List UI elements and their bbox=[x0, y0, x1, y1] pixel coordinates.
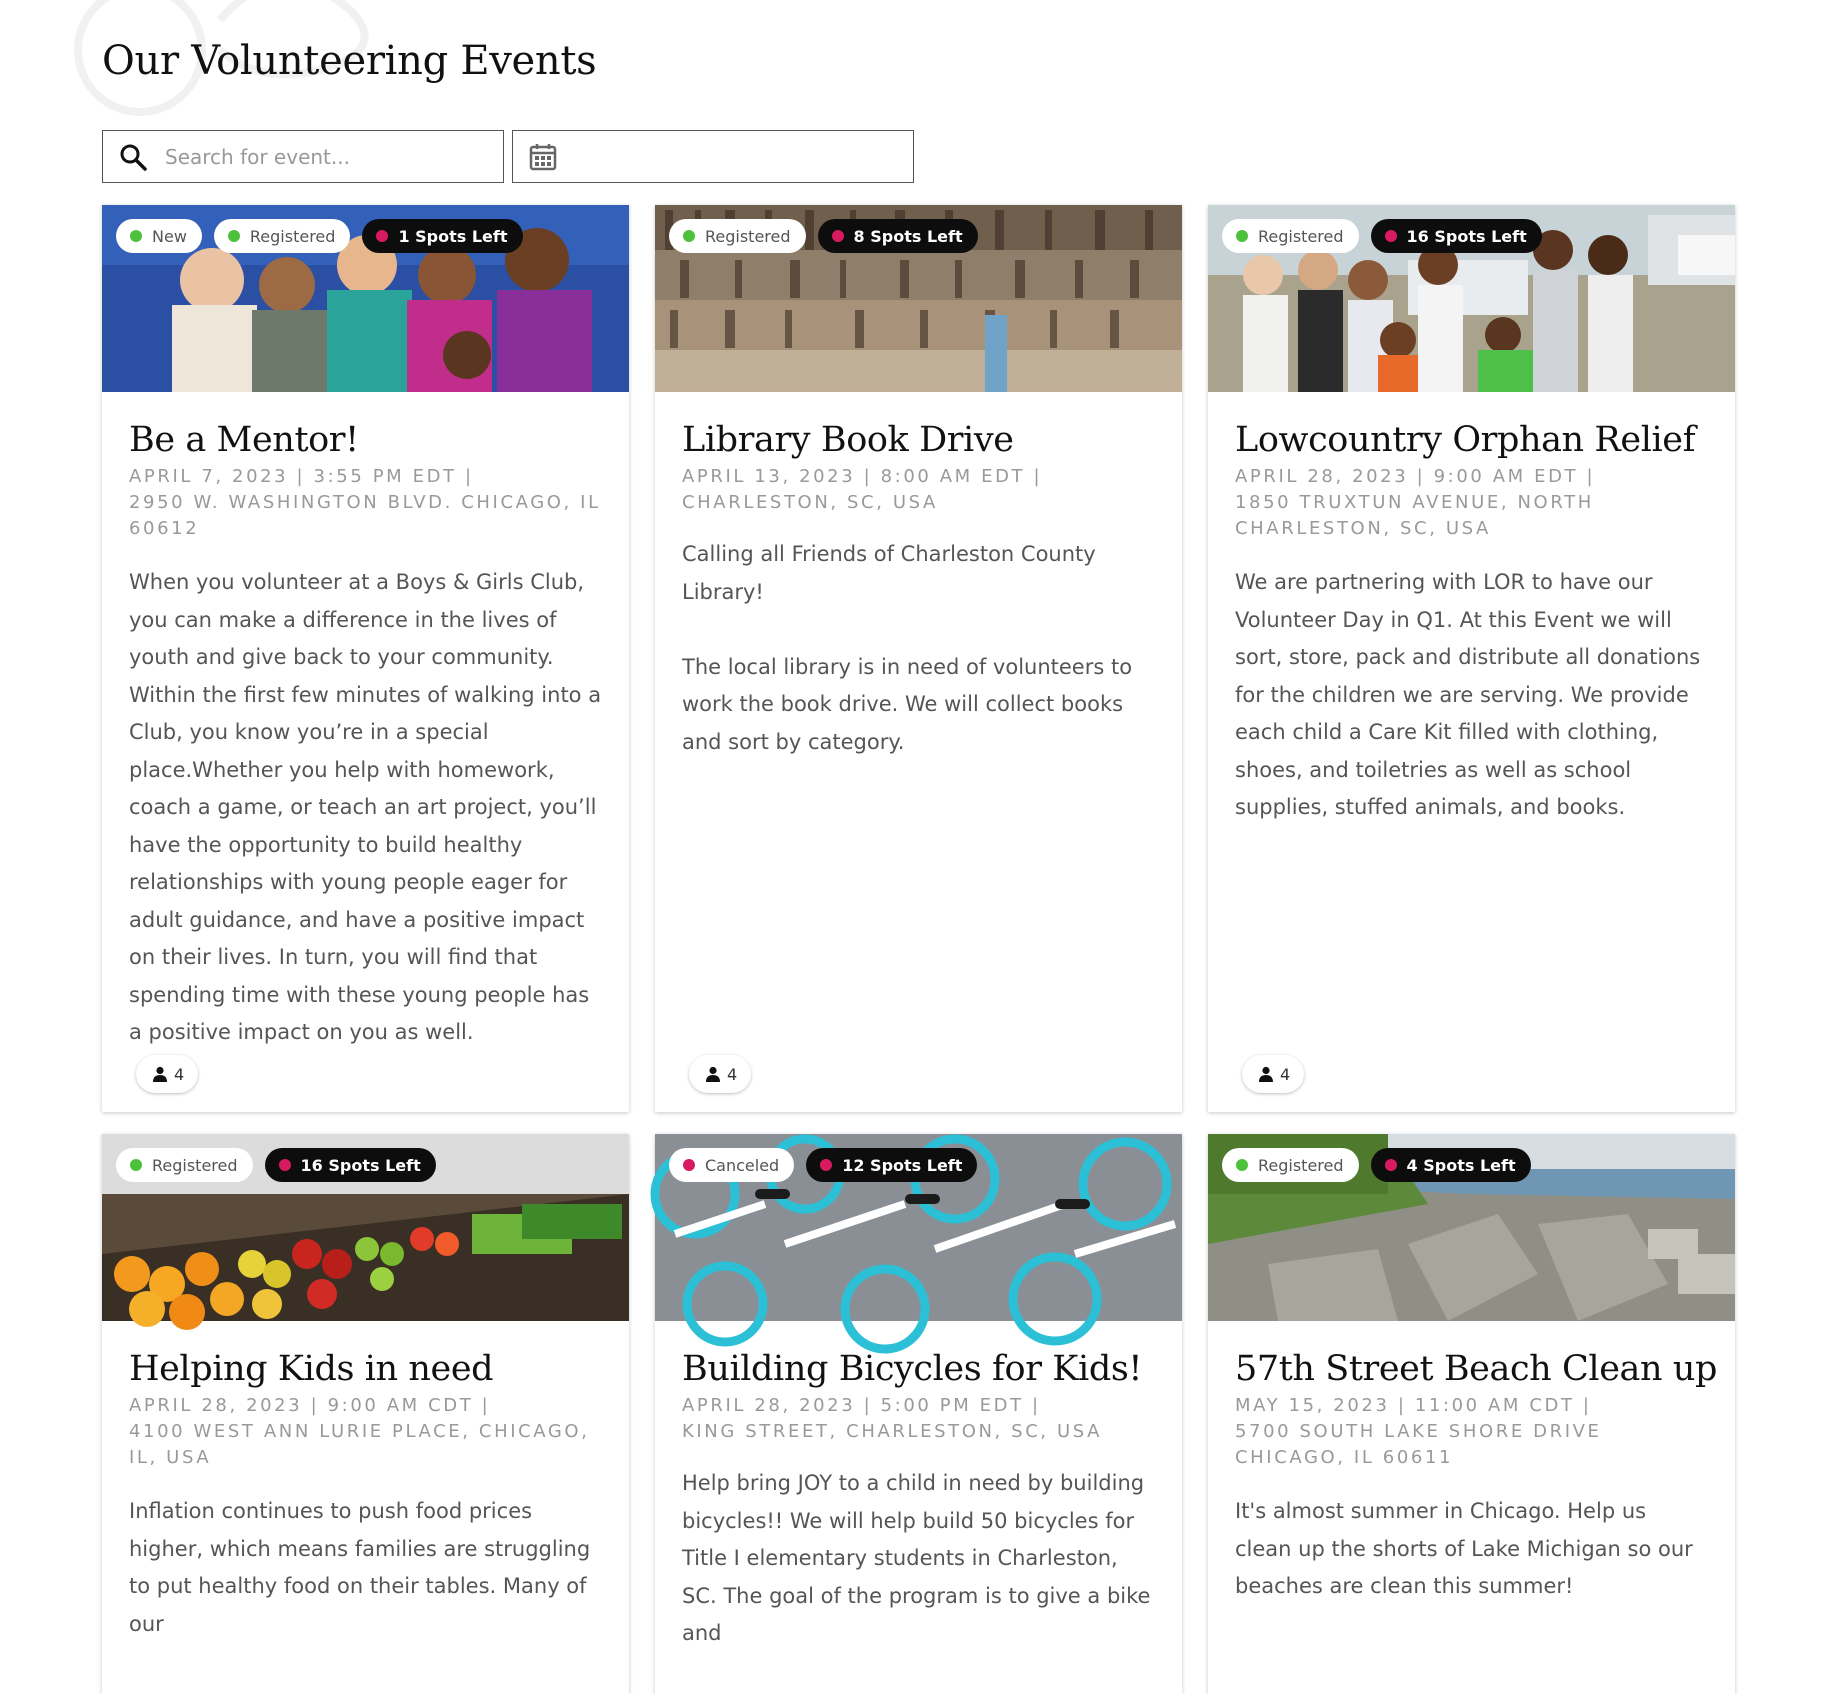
green-dot-icon bbox=[228, 230, 240, 242]
status-badge-new: New bbox=[116, 219, 202, 253]
status-badge-registered: Registered bbox=[1222, 219, 1359, 253]
badge-row bbox=[669, 1148, 977, 1182]
green-dot-icon bbox=[130, 1159, 142, 1171]
page-title: Our Volunteering Events bbox=[102, 38, 597, 84]
event-title[interactable]: Library Book Drive bbox=[682, 420, 1014, 460]
spots-left-badge: 12 Spots Left bbox=[806, 1148, 977, 1182]
badge-row bbox=[1222, 219, 1542, 253]
event-image bbox=[1208, 205, 1735, 392]
event-card-body bbox=[1208, 392, 1735, 1112]
pink-dot-icon bbox=[279, 1159, 291, 1171]
events-grid bbox=[102, 205, 1735, 1694]
green-dot-icon bbox=[683, 230, 695, 242]
event-title[interactable]: 57th Street Beach Clean up bbox=[1235, 1349, 1717, 1389]
event-card-body bbox=[1208, 1321, 1735, 1694]
event-title[interactable]: Be a Mentor! bbox=[129, 420, 359, 460]
pink-dot-icon bbox=[832, 230, 844, 242]
badge-row bbox=[116, 219, 523, 253]
event-location: KING STREET, CHARLESTON, SC, USA bbox=[682, 1421, 1103, 1442]
event-location: 1850 TRUXTUN AVENUE, NORTH CHARLESTON, SC, USA bbox=[1235, 492, 1594, 539]
event-location: 4100 WEST ANN LURIE PLACE, CHICAGO, IL, USA bbox=[129, 1421, 590, 1468]
event-card-body bbox=[655, 392, 1182, 1112]
badge-row bbox=[669, 219, 978, 253]
date-picker[interactable] bbox=[512, 130, 914, 183]
calendar-icon bbox=[529, 143, 557, 171]
event-card[interactable] bbox=[102, 205, 629, 1112]
event-title[interactable]: Building Bicycles for Kids! bbox=[682, 1349, 1143, 1389]
person-icon bbox=[705, 1066, 721, 1082]
event-image bbox=[102, 1134, 629, 1321]
status-badge-registered: Registered bbox=[214, 219, 351, 253]
event-card[interactable] bbox=[102, 1134, 629, 1694]
event-image bbox=[655, 205, 1182, 392]
spots-left-badge: 16 Spots Left bbox=[265, 1148, 436, 1182]
event-card[interactable] bbox=[655, 205, 1182, 1112]
status-badge-canceled: Canceled bbox=[669, 1148, 794, 1182]
event-card[interactable] bbox=[1208, 205, 1735, 1112]
event-location: 2950 W. WASHINGTON BLVD. CHICAGO, IL 60612 bbox=[129, 492, 601, 539]
attendee-count-chip[interactable]: 4 bbox=[1242, 1055, 1304, 1093]
event-datetime: APRIL 28, 2023 | 9:00 AM CDT | bbox=[129, 1395, 491, 1416]
event-card-body bbox=[102, 392, 629, 1112]
event-image bbox=[655, 1134, 1182, 1321]
event-datetime: APRIL 28, 2023 | 9:00 AM EDT | bbox=[1235, 466, 1596, 487]
attendee-count-chip[interactable]: 4 bbox=[136, 1055, 198, 1093]
search-box[interactable] bbox=[102, 130, 504, 183]
status-badge-registered: Registered bbox=[669, 219, 806, 253]
event-card-body bbox=[102, 1321, 629, 1694]
filters-bar bbox=[102, 130, 914, 183]
event-description: Help bring JOY to a child in need by building bicycles!! We will help build 50 bicycles for Title I elementary students in Charleston, SC. The goal of the program is to give a bike and bbox=[682, 1471, 1151, 1645]
event-card-body bbox=[655, 1321, 1182, 1694]
event-image bbox=[1208, 1134, 1735, 1321]
pink-dot-icon bbox=[1385, 230, 1397, 242]
person-icon bbox=[152, 1066, 168, 1082]
attendee-count-chip[interactable]: 4 bbox=[689, 1055, 751, 1093]
search-input[interactable] bbox=[165, 145, 485, 169]
event-datetime: APRIL 7, 2023 | 3:55 PM EDT | bbox=[129, 466, 474, 487]
pink-dot-icon bbox=[1385, 1159, 1397, 1171]
event-description: Inflation continues to push food prices higher, which means families are struggling to put healthy food on their tables. Many of our bbox=[129, 1499, 591, 1636]
event-location: CHARLESTON, SC, USA bbox=[682, 492, 938, 513]
event-description: When you volunteer at a Boys & Girls Club, you can make a difference in the lives of youth and give back to your community. Within the first few minutes of walking into a Club, you know you’re in a special place.Whether you help with homework, coach a game, or teach an art project, you’ll have the opportunity to build healthy relationships with young people eager for adult guidance, and have a positive impact on their lives. In turn, you will find that spending time with these young people has a positive impact on you as well. bbox=[129, 570, 602, 1044]
status-badge-registered: Registered bbox=[116, 1148, 253, 1182]
search-icon bbox=[119, 143, 147, 171]
pink-dot-icon bbox=[376, 230, 388, 242]
status-badge-registered: Registered bbox=[1222, 1148, 1359, 1182]
event-title[interactable]: Helping Kids in need bbox=[129, 1349, 494, 1389]
green-dot-icon bbox=[1236, 230, 1248, 242]
event-description: We are partnering with LOR to have our Volunteer Day in Q1. At this Event we will sort, store, pack and distribute all donations for the children we are serving. We provide each child a Care Kit filled with clothing, shoes, and toiletries as well as school supplies, stuffed animals, and books. bbox=[1235, 570, 1701, 819]
event-description: Calling all Friends of Charleston County Library! The local library is in need of volunteers to work the book drive. We will collect books and sort by category. bbox=[682, 542, 1133, 754]
badge-row bbox=[116, 1148, 436, 1182]
event-card[interactable] bbox=[1208, 1134, 1735, 1694]
spots-left-badge: 8 Spots Left bbox=[818, 219, 978, 253]
event-description: It's almost summer in Chicago. Help us clean up the shorts of Lake Michigan so our beaches are clean this summer! bbox=[1235, 1499, 1693, 1598]
person-icon bbox=[1258, 1066, 1274, 1082]
green-dot-icon bbox=[130, 230, 142, 242]
badge-row bbox=[1222, 1148, 1531, 1182]
event-datetime: APRIL 13, 2023 | 8:00 AM EDT | bbox=[682, 466, 1043, 487]
event-datetime: MAY 15, 2023 | 11:00 AM CDT | bbox=[1235, 1395, 1592, 1416]
event-card[interactable] bbox=[655, 1134, 1182, 1694]
event-image bbox=[102, 205, 629, 392]
pink-dot-icon bbox=[820, 1159, 832, 1171]
event-location: 5700 SOUTH LAKE SHORE DRIVE CHICAGO, IL 60611 bbox=[1235, 1421, 1602, 1468]
event-title[interactable]: Lowcountry Orphan Relief bbox=[1235, 420, 1696, 460]
event-datetime: APRIL 28, 2023 | 5:00 PM EDT | bbox=[682, 1395, 1041, 1416]
green-dot-icon bbox=[1236, 1159, 1248, 1171]
spots-left-badge: 16 Spots Left bbox=[1371, 219, 1542, 253]
spots-left-badge: 1 Spots Left bbox=[362, 219, 522, 253]
pink-dot-icon bbox=[683, 1159, 695, 1171]
spots-left-badge: 4 Spots Left bbox=[1371, 1148, 1531, 1182]
